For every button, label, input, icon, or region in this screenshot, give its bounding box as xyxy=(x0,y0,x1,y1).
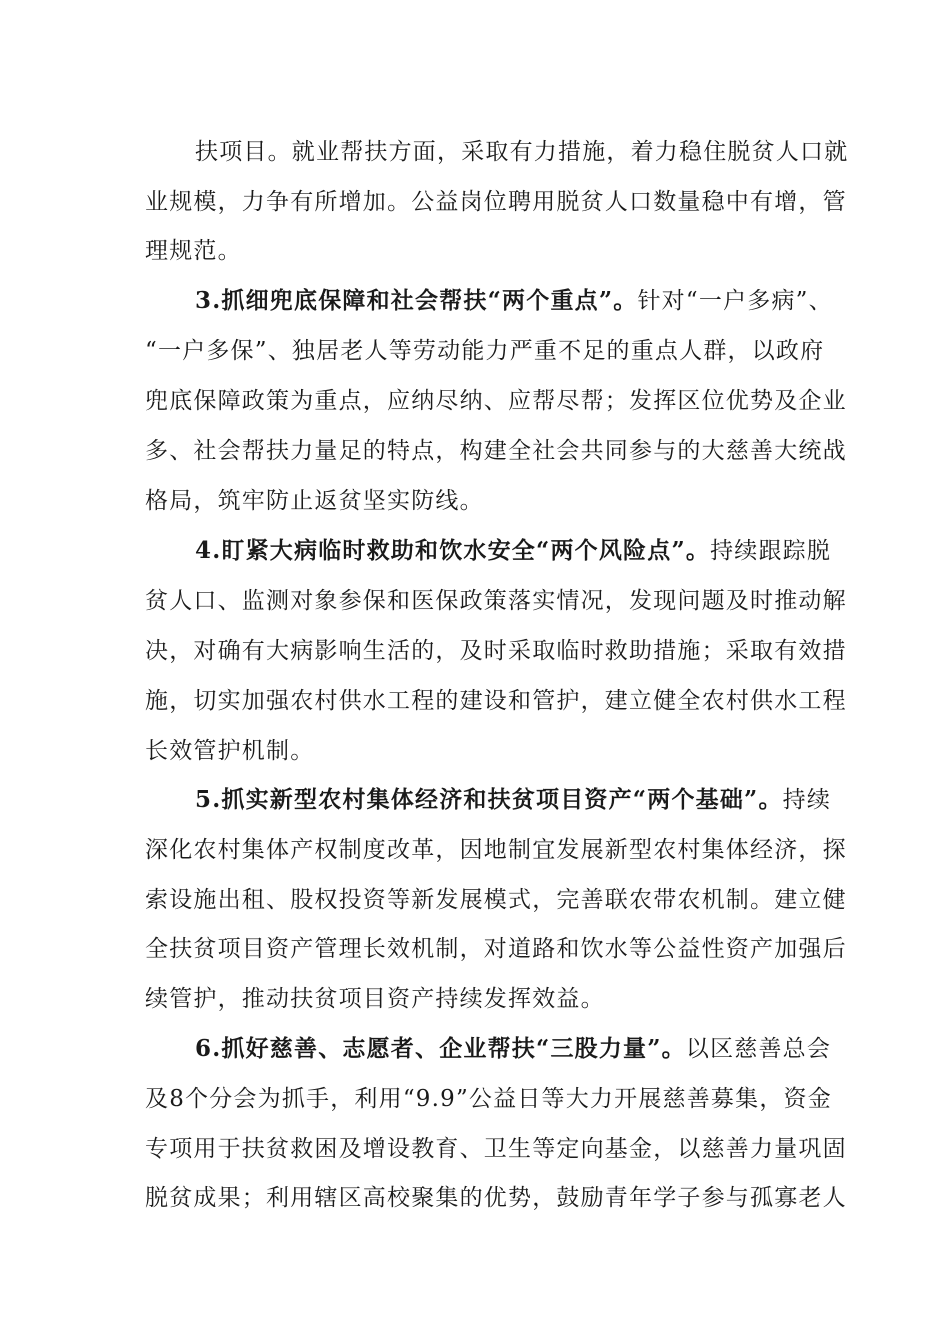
text-line: 续管护，推动扶贫项目资产持续发挥效益。 xyxy=(145,986,605,1012)
text-line: 格局，筑牢防止返贫坚实防线。 xyxy=(145,488,484,514)
paragraph-3-heading: 3.抓细兜底保障和社会帮扶“两个重点”。 xyxy=(195,287,638,314)
text-line: 深化农村集体产权制度改革，因地制宜发展新型农村集体经济，探 xyxy=(145,837,847,863)
paragraph-3-first-line xyxy=(195,284,833,318)
paragraph-5-first-line xyxy=(195,783,832,817)
text-run: 针对“一户多病”、 xyxy=(637,288,833,314)
text-line: 脱贫成果；利用辖区高校聚集的优势，鼓励青年学子参与孤寡老人 xyxy=(145,1185,847,1211)
text-line: 业规模，力争有所增加。公益岗位聘用脱贫人口数量稳中有增，管 xyxy=(145,189,847,215)
text-line: 全扶贫项目资产管理长效机制，对道路和饮水等公益性资产加强后 xyxy=(145,936,847,962)
text-run: 持续 xyxy=(782,787,832,813)
text-line: 理规范。 xyxy=(145,238,242,264)
paragraph-4-heading: 4.盯紧大病临时救助和饮水安全“两个风险点”。 xyxy=(195,537,711,564)
text-line: 决，对确有大病影响生活的，及时采取临时救助措施；采取有效措 xyxy=(145,638,847,664)
text-line: 索设施出租、股权投资等新发展模式，完善联农带农机制。建立健 xyxy=(145,887,847,913)
text-run: 持续跟踪脱 xyxy=(710,538,832,564)
paragraph-6-first-line xyxy=(195,1032,832,1066)
text-line: 兜底保障政策为重点，应纳尽纳、应帮尽帮；发挥区位优势及企业 xyxy=(145,388,847,414)
text-line: 专项用于扶贫救困及增设教育、卫生等定向基金，以慈善力量巩固 xyxy=(145,1136,847,1162)
text-run: 以区慈善总会 xyxy=(685,1036,832,1062)
paragraph-5-heading: 5.抓实新型农村集体经济和扶贫项目资产“两个基础”。 xyxy=(195,786,783,813)
paragraph-6-heading: 6.抓好慈善、志愿者、企业帮扶“三股力量”。 xyxy=(195,1035,686,1062)
text-line: 长效管护机制。 xyxy=(145,738,315,764)
text-line: 多、社会帮扶力量足的特点，构建全社会共同参与的大慈善大统战 xyxy=(145,438,847,464)
text-line: 扶项目。就业帮扶方面，采取有力措施，着力稳住脱贫人口就 xyxy=(195,139,849,165)
text-line: 贫人口、监测对象参保和医保政策落实情况，发现问题及时推动解 xyxy=(145,588,847,614)
text-line: “一户多保”、独居老人等劳动能力严重不足的重点人群，以政府 xyxy=(145,338,825,364)
text-line: 施，切实加强农村供水工程的建设和管护，建立健全农村供水工程 xyxy=(145,688,847,714)
text-line: 及8个分会为抓手，利用“9.9”公益日等大力开展慈善募集，资金 xyxy=(145,1086,832,1112)
paragraph-4-first-line xyxy=(195,534,832,568)
